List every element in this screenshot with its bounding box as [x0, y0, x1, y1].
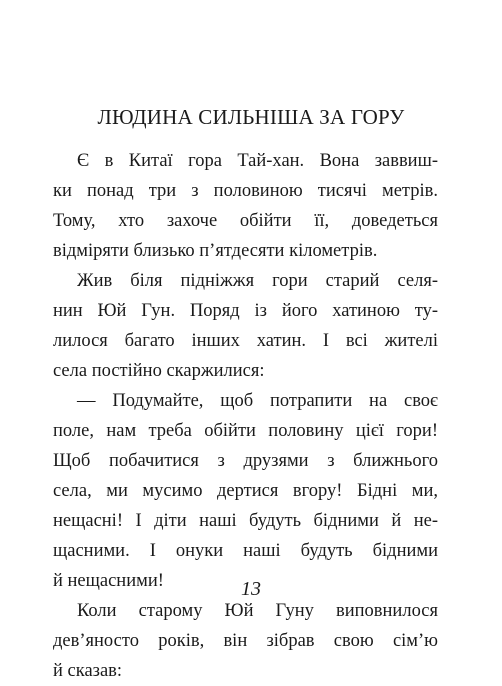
- text-line: лилося багато інших хатин. І всі жителі: [53, 331, 438, 351]
- text-line: й сказав:: [53, 661, 123, 681]
- text-line: Є в Китаї гора Тай-хан. Вона заввиш-: [77, 151, 438, 171]
- text-line: — Подумайте, щоб потрапити на своє: [77, 391, 438, 411]
- text-line: села, ми мусимо дертися вгору! Бідні ми,: [53, 481, 438, 501]
- text-line: Коли старому Юй Гуну виповнилося: [77, 601, 438, 621]
- page-number: 13: [241, 578, 261, 600]
- text-line: дев’яносто років, він зібрав свою сім’ю: [53, 631, 438, 651]
- text-line: ки понад три з половиною тисячі метрів.: [53, 181, 438, 201]
- text-line: нещасні! І діти наші будуть бідними й не-: [53, 511, 438, 531]
- chapter-title: ЛЮДИНА СИЛЬНІША ЗА ГОРУ: [97, 105, 405, 129]
- text-line: села постійно скаржилися:: [53, 361, 265, 381]
- body-text: [53, 146, 438, 686]
- text-line: й нещасними!: [53, 571, 164, 591]
- text-line: відміряти близько п’ятдесяти кілометрів.: [53, 241, 378, 261]
- text-line: Тому, хто захоче обійти її, доведеться: [53, 211, 438, 231]
- text-line: нин Юй Гун. Поряд із його хатиною ту-: [53, 301, 438, 321]
- text-line: Жив біля підніжжя гори старий селя-: [77, 271, 438, 291]
- text-line: Щоб побачитися з друзями з ближнього: [53, 451, 438, 471]
- text-line: поле, нам треба обійти половину цієї гори!: [53, 421, 438, 441]
- text-line: щасними. І онуки наші будуть бідними: [53, 541, 438, 561]
